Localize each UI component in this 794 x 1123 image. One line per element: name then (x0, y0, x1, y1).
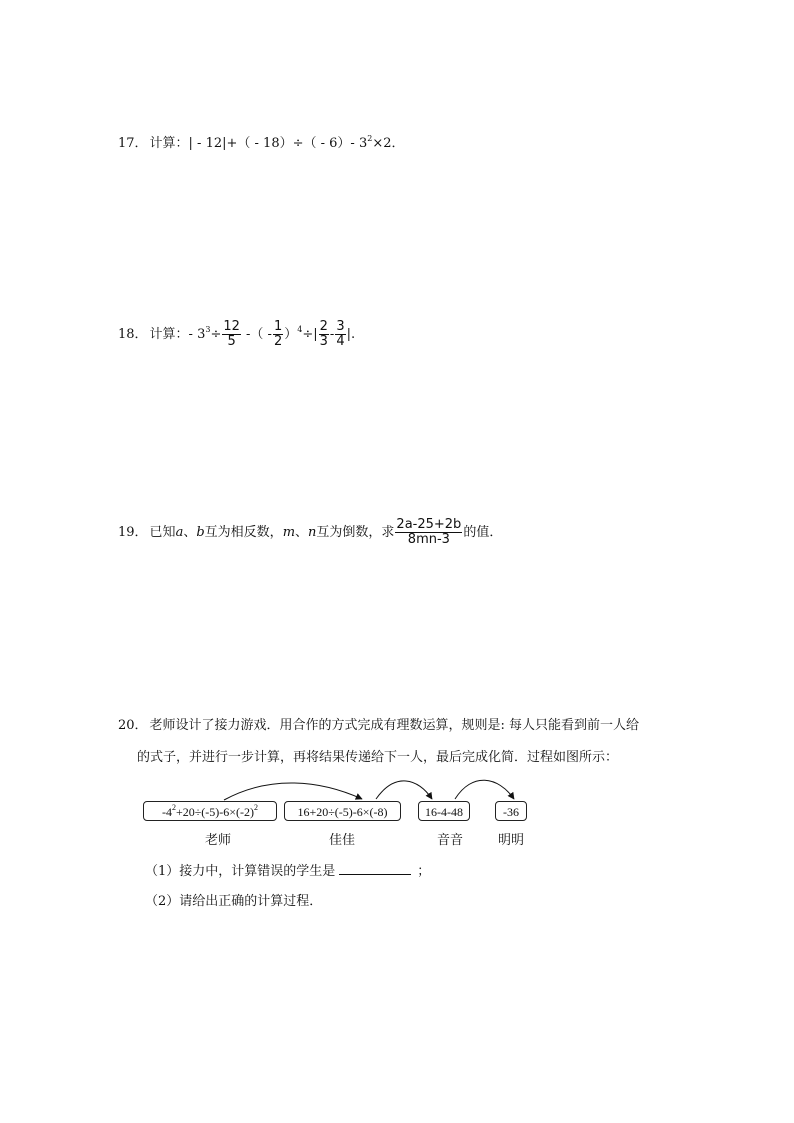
q18-divide-abs: ÷| (302, 327, 318, 342)
question-number: 18． (118, 327, 148, 342)
fraction-numerator: 2a-25+2b (396, 517, 462, 532)
box1-part-a: -4 (161, 805, 172, 819)
box1-part-b: +20÷(-5)-6×(-2) (175, 805, 255, 819)
q19-text-2: 互为相反数， (204, 525, 283, 540)
q19-separator: 、 (295, 525, 309, 540)
sub-question-1-text: （1）接力中，计算错误的学生是 (145, 864, 336, 879)
q18-minus-open: -（ - (246, 327, 272, 342)
fraction-denominator: 2 (273, 334, 283, 349)
answer-blank[interactable] (339, 862, 411, 875)
sub-question-2-text: （2）请给出正确的计算过程． (145, 894, 323, 909)
fraction-numerator: 12 (223, 319, 240, 334)
q19-text-3: 互为倒数，求 (316, 525, 395, 540)
q18-end: |. (346, 327, 356, 342)
box1-exponent: 2 (171, 803, 176, 812)
fraction-numerator: 3 (336, 319, 345, 334)
q17-expression-end: ×2． (372, 136, 405, 151)
fraction-denominator: 8mn-3 (407, 532, 450, 547)
question-number: 19． (118, 525, 148, 540)
q20-statement-line-1: 老师设计了接力游戏．用合作的方式完成有理数运算，规则是: 每人只能看到前一人给 (149, 718, 640, 733)
q20-statement-line-2: 的式子，并进行一步计算，再将结果传递给下一人，最后完成化简．过程如图所示： (137, 750, 619, 765)
fraction-numerator: 1 (273, 319, 283, 334)
arrow-yinyin-to-mingming (455, 780, 514, 799)
var-b: b (196, 525, 205, 540)
q18-exponent-4: 4 (297, 325, 303, 334)
fraction-numerator: 2 (319, 319, 328, 334)
q18-close-paren: ） (284, 327, 298, 342)
sub-question-1 (145, 862, 430, 882)
name-yinyin: 音音 (437, 833, 464, 848)
q18-minus: - (329, 327, 335, 342)
box1-exponent: 2 (254, 803, 259, 812)
fraction-denominator: 5 (227, 334, 236, 349)
expression-box-jiajia: 16+20÷(-5)-6×(-8) (284, 801, 401, 821)
expression-box-mingming: -36 (495, 801, 527, 821)
arrow-teacher-to-jiajia (224, 783, 362, 800)
q18-divide: ÷ (210, 327, 222, 342)
var-m: m (282, 525, 296, 540)
name-jiajia: 佳佳 (329, 833, 356, 848)
fraction-denominator: 3 (319, 334, 328, 349)
sub-question-1-end: ； (417, 864, 431, 879)
q19-separator: 、 (183, 525, 197, 540)
var-a: a (175, 525, 184, 540)
fraction-denominator: 4 (336, 334, 345, 349)
question-number: 20． (118, 718, 148, 733)
expression-box-yinyin: 16-4-48 (418, 801, 470, 821)
q18-lead: 计算：- 3 (149, 327, 206, 342)
var-n: n (308, 525, 317, 540)
q19-text-1: 已知 (149, 525, 176, 540)
arrow-jiajia-to-yinyin (376, 781, 432, 799)
question-number: 17． (118, 136, 148, 151)
sub-question-2 (145, 892, 322, 912)
name-teacher: 老师 (205, 833, 232, 848)
q18-exponent: 3 (205, 325, 211, 334)
q17-expression-start: 计算：| - 12|+（ - 18）÷（ - 6）- 3 (149, 136, 368, 151)
q19-text-4: 的值． (463, 525, 503, 540)
q17-exponent: 2 (367, 134, 373, 143)
expression-box-teacher (143, 801, 277, 821)
name-mingming: 明明 (498, 833, 525, 848)
